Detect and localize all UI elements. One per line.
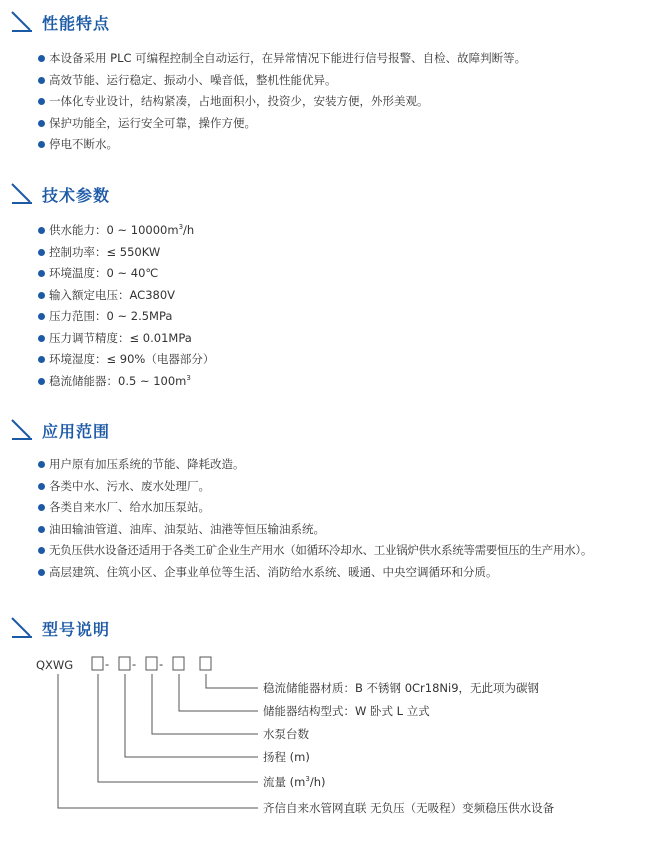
list-item: 高层建筑、住筑小区、企事业单位等生活、消防给水系统、暖通、中央空调循环和分质。 — [38, 562, 592, 584]
bullet-icon — [38, 335, 45, 342]
arrow-down-right-icon — [8, 8, 36, 36]
list-item: 本设备采用 PLC 可编程控制全自动运行，在异常情况下能进行信号报警、自检、故障判断等。 — [38, 48, 526, 70]
params-header — [8, 180, 110, 208]
label-pumps: 水泵台数 — [263, 727, 309, 741]
label-material: 稳流储能器材质：B 不锈钢 0Cr18Ni9，无此项为碳钢 — [263, 681, 540, 695]
bullet-icon — [38, 313, 45, 320]
model-code-diagram — [0, 648, 670, 838]
list-item: 停电不断水。 — [38, 134, 526, 156]
bullet-icon — [38, 569, 45, 576]
code-dash: - — [159, 657, 164, 671]
leader-line-structure — [179, 674, 258, 711]
label-structure: 储能器结构型式：W 卧式 L 立式 — [263, 704, 430, 718]
bullet-icon — [38, 77, 45, 84]
code-box-material — [200, 657, 211, 670]
leader-line-head — [125, 674, 258, 757]
bullet-icon — [38, 483, 45, 490]
bullet-icon — [38, 547, 45, 554]
leader-line-product — [58, 674, 258, 808]
list-item: 用户原有加压系统的节能、降耗改造。 — [38, 454, 592, 476]
params-title: 技术参数 — [42, 185, 111, 205]
list-item: 高效节能、运行稳定、振动小、噪音低，整机性能优异。 — [38, 70, 526, 92]
list-item: 无负压供水设备还适用于各类工矿企业生产用水（如循环冷却水、工业锅炉供水系统等需要恒压的生产用水）。 — [38, 540, 592, 562]
list-item: 压力调节精度：≤ 0.01MPa — [38, 328, 214, 350]
features-list — [38, 48, 526, 156]
code-box-structure — [173, 657, 184, 670]
bullet-icon — [38, 249, 45, 256]
leader-line-material — [206, 674, 258, 688]
bullet-icon — [38, 378, 45, 385]
model-title: 型号说明 — [42, 619, 111, 639]
bullet-icon — [38, 141, 45, 148]
bullet-icon — [38, 461, 45, 468]
list-item: 油田输油管道、油库、油泵站、油港等恒压输油系统。 — [38, 519, 592, 541]
model-header — [8, 614, 110, 642]
arrow-down-right-icon — [8, 614, 36, 642]
list-item: 稳流储能器：0.5 ~ $100m^3$ — [38, 371, 214, 393]
list-item: 保护功能全，运行安全可靠，操作方便。 — [38, 113, 526, 135]
label-head: 扬程 (m) — [263, 750, 310, 764]
leader-line-flow — [98, 674, 258, 782]
bullet-icon — [38, 120, 45, 127]
params-list — [38, 220, 214, 392]
bullet-icon — [38, 227, 45, 234]
label-flow: 流量 $(m^3/h)$ — [263, 775, 326, 789]
list-item: 各类自来水厂、给水加压泵站。 — [38, 497, 592, 519]
leader-lines — [58, 674, 258, 808]
applications-title: 应用范围 — [42, 421, 111, 441]
bullet-icon — [38, 270, 45, 277]
code-dash: - — [105, 657, 110, 671]
list-item: 环境湿度：≤ 90%（电器部分） — [38, 349, 214, 371]
bullet-icon — [38, 526, 45, 533]
applications-header — [8, 416, 110, 444]
features-title: 性能特点 — [42, 13, 111, 33]
list-item: 环境温度：0 ~ 40℃ — [38, 263, 214, 285]
list-item: 输入额定电压：AC380V — [38, 285, 214, 307]
list-item: 一体化专业设计，结构紧凑，占地面积小，投资少，安装方便，外形美观。 — [38, 91, 526, 113]
code-box-flow — [92, 657, 103, 670]
bullet-icon — [38, 55, 45, 62]
arrow-down-right-icon — [8, 416, 36, 444]
bullet-icon — [38, 292, 45, 299]
list-item: 供水能力：0 ~ $10000m^3/h$ — [38, 220, 214, 242]
features-header — [8, 8, 110, 36]
leader-line-pumps — [152, 674, 258, 734]
bullet-icon — [38, 98, 45, 105]
code-box-head — [119, 657, 130, 670]
label-product: 齐信自来水管网直联 无负压（无吸程）变频稳压供水设备 — [263, 801, 555, 815]
bullet-icon — [38, 356, 45, 363]
bullet-icon — [38, 504, 45, 511]
applications-list — [38, 454, 592, 583]
code-dash: - — [132, 657, 137, 671]
model-prefix: QXWG — [36, 658, 74, 672]
list-item: 压力范围：0 ~ 2.5MPa — [38, 306, 214, 328]
list-item: 各类中水、污水、废水处理厂。 — [38, 476, 592, 498]
list-item: 控制功率：≤ 550KW — [38, 242, 214, 264]
code-box-pumps — [146, 657, 157, 670]
arrow-down-right-icon — [8, 180, 36, 208]
